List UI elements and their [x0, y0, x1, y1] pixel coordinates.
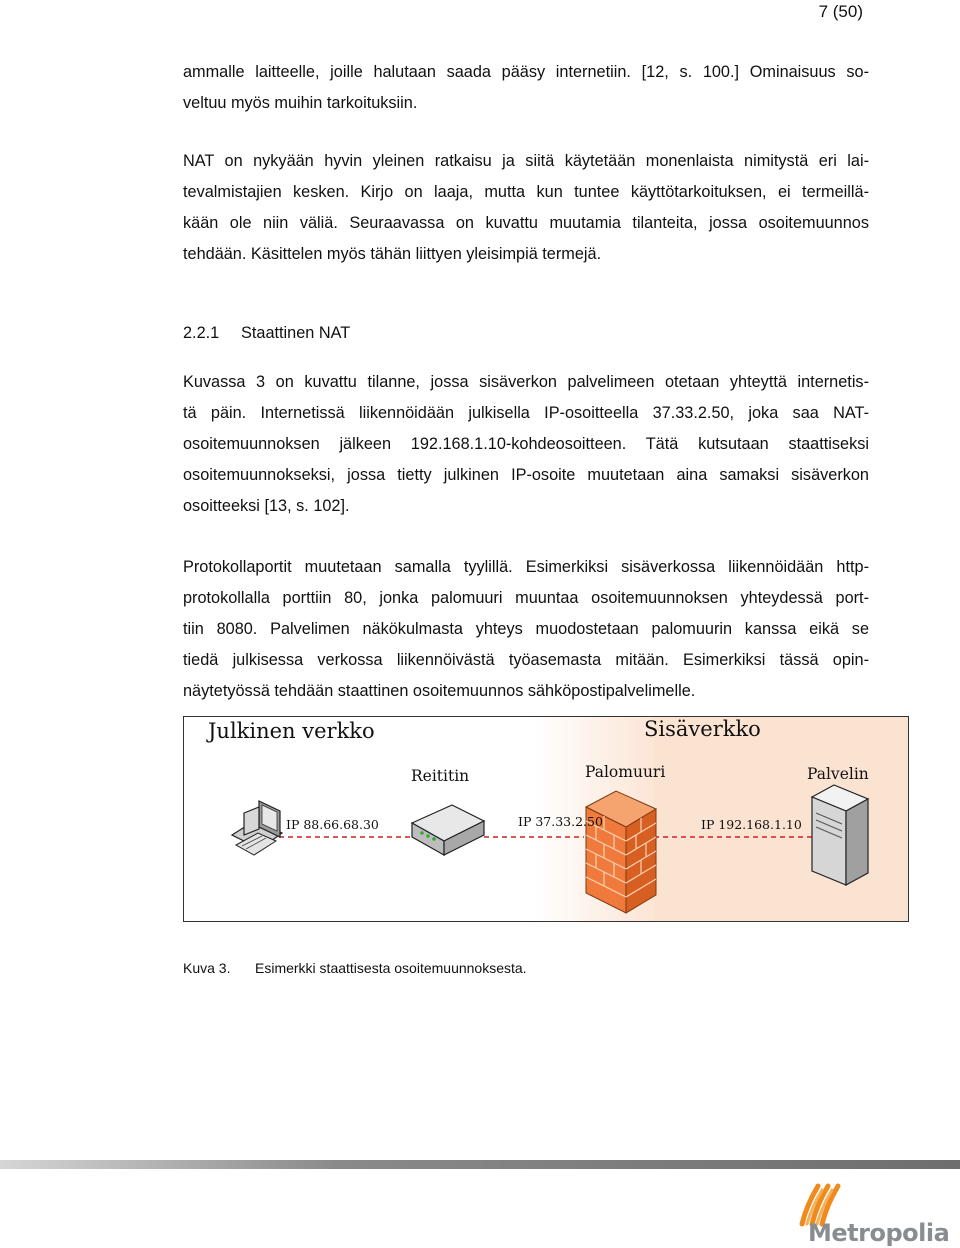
internal-network-label: Sisäverkko [644, 717, 761, 741]
text-line: protokollalla porttiin 80, jonka palomuuri muuntaa osoitemuunnoksen yhteydessä port- [183, 589, 869, 607]
paragraph [183, 146, 869, 270]
text-line: NAT on nykyään hyvin yleinen ratkaisu ja siitä käytetään monenlaista nimitystä eri lai- [183, 152, 869, 170]
text-line: osoitemuunnokseksi, jossa tietty julkinen IP-osoite muutetaan aina samaksi sisäverkon [183, 466, 869, 484]
text-line: ammalle laitteelle, joille halutaan saada pääsy internetiin. [12, s. 100.] Ominaisuus so- [183, 63, 869, 81]
text-line: kään ole niin väliä. Seuraavassa on kuvattu muutamia tilanteita, jossa osoitemuunnos [183, 214, 869, 232]
text-line: tiin 8080. Palvelimen näkökulmasta yhteys muodostetaan palomuurin kanssa eikä se [183, 620, 869, 638]
footer-bar [0, 1160, 960, 1169]
section-title: Staattinen NAT [241, 324, 351, 342]
public-network-label: Julkinen verkko [208, 719, 375, 743]
firewall-label: Palomuuri [585, 763, 666, 781]
text-line: tiedä julkisessa verkossa liikennöivästä työasemasta mitään. Esimerkiksi tässä opin- [183, 651, 869, 669]
text-line: osoitemuunnoksen jälkeen 192.168.1.10-kohdeosoitteen. Tätä kutsutaan staattiseksi [183, 435, 869, 453]
text-line: näytetyössä tehdään staattinen osoitemuunnos sähköpostipalvelimelle. [183, 682, 696, 700]
text-line: veltuu myös muihin tarkoituksiin. [183, 94, 418, 112]
server-icon [812, 785, 868, 885]
paragraph [183, 367, 869, 522]
section-heading [183, 320, 350, 346]
page-number: 7 (50) [818, 2, 863, 21]
text-line: tä päin. Internetissä liikennöidään julkisella IP-osoitteella 37.33.2.50, joka saa NAT- [183, 404, 869, 422]
server-label: Palvelin [807, 765, 869, 783]
router-icon [412, 805, 484, 855]
text-line: osoitteeksi [13, s. 102]. [183, 497, 350, 515]
text-line: Protokollaportit muutetaan samalla tyylillä. Esimerkiksi sisäverkossa liikennöidään http- [183, 558, 869, 576]
workstation-icon [232, 801, 282, 855]
caption-number: Kuva 3. [183, 960, 231, 976]
text-line: tehdään. Käsittelen myös tähän liittyen yleisimpiä termejä. [183, 245, 602, 263]
text-line: Kuvassa 3 on kuvattu tilanne, jossa sisäverkon palvelimeen otetaan yhteyttä internetis- [183, 373, 869, 391]
nat-diagram [183, 716, 909, 922]
workstation-ip-label: IP 88.66.68.30 [286, 817, 379, 832]
router-ip-label: IP 37.33.2.50 [518, 814, 603, 829]
router-label: Reititin [411, 767, 470, 785]
figure-caption [183, 958, 527, 978]
server-ip-label: IP 192.168.1.10 [701, 817, 802, 832]
firewall-icon [586, 791, 656, 913]
text-line: tevalmistajien kesken. Kirjo on laaja, mutta kun tuntee käyttötarkoituksen, ei termeillä- [183, 183, 869, 201]
section-number: 2.2.1 [183, 324, 220, 342]
caption-text: Esimerkki staattisesta osoitemuunnoksesta. [255, 960, 527, 976]
paragraph [183, 57, 869, 119]
logo-text: Metropolia [808, 1219, 950, 1247]
paragraph [183, 552, 869, 707]
